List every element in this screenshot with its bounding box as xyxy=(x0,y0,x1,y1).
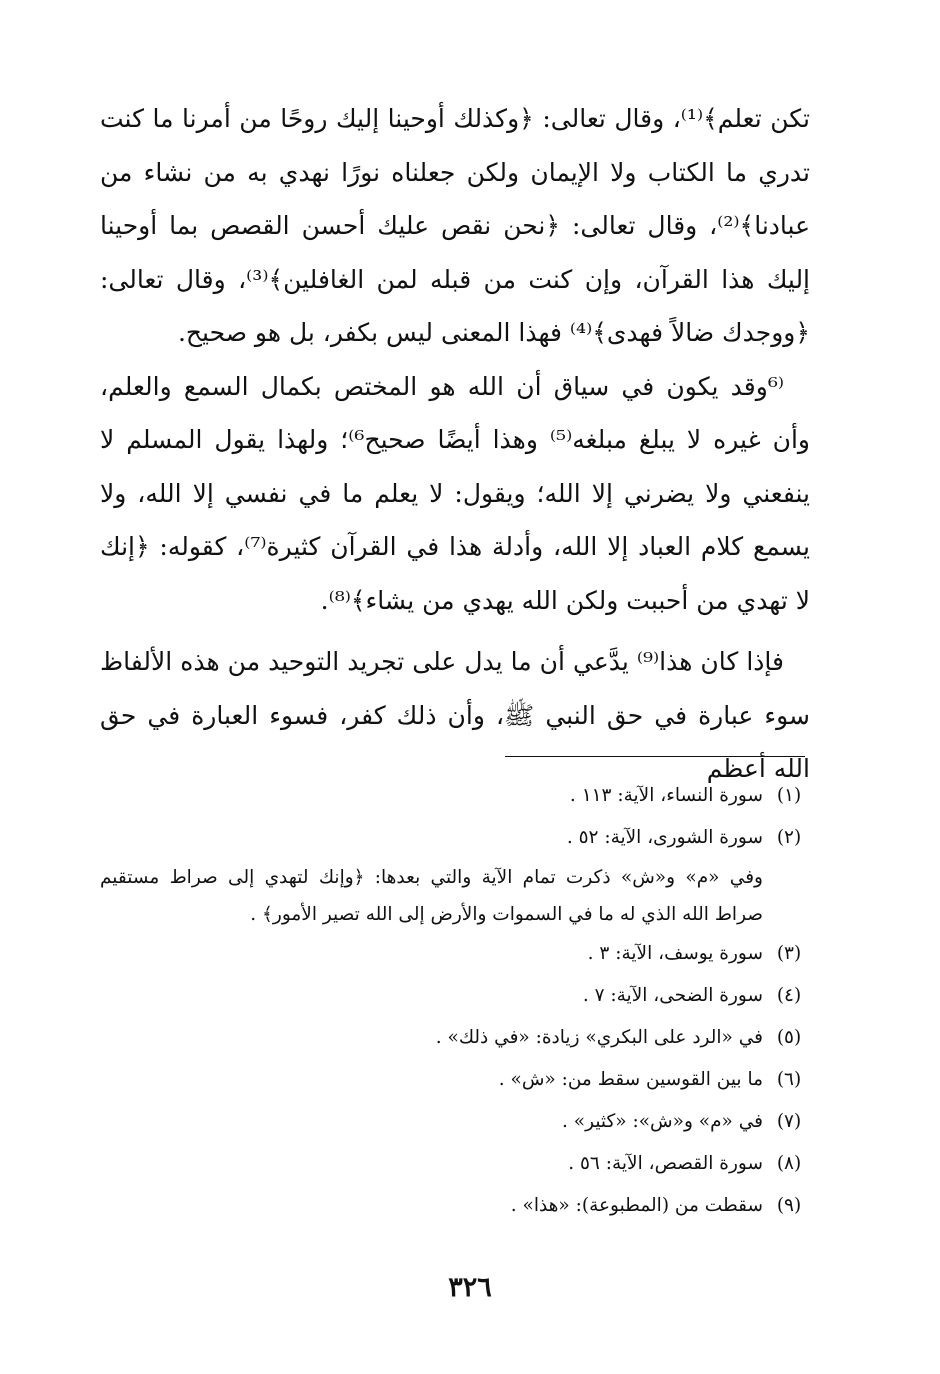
paragraph-3: فإذا كان هذا⁽⁹⁾ يدَّعي أن ما يدل على تجريد التوحيد من هذه الألفاظ سوء عبارة في حق النبي ﷺ، وأن ذلك كفر، فسوء العبارة في حق الله أعظم xyxy=(100,647,810,783)
footnote-2-continuation: وفي «م» و«ش» ذكرت تمام الآية والتي بعدها: ﴿وإنك لتهدي إلى صراط مستقيم صراط الله الذي له ما في السموات والأرض إلى الله تصير الأمور﴾ . xyxy=(100,867,763,925)
footnote-number: (٥) xyxy=(776,1027,802,1048)
footnote-number: (٩) xyxy=(776,1195,802,1216)
footnote-text: سورة القصص، الآية: ٥٦ . xyxy=(568,1153,763,1174)
footnote-4 xyxy=(100,975,815,1017)
footnote-6 xyxy=(100,1059,815,1101)
footnote-8 xyxy=(100,1143,815,1185)
footnote-1 xyxy=(100,775,815,817)
footnote-number: (٧) xyxy=(776,1111,802,1132)
footnote-number: (٨) xyxy=(776,1153,802,1174)
footnote-text: ما بين القوسين سقط من: «ش» . xyxy=(498,1069,763,1090)
footnote-text: سورة يوسف، الآية: ٣ . xyxy=(587,943,763,964)
main-text xyxy=(100,92,810,796)
footnotes xyxy=(100,775,815,1227)
footnote-number: (٣) xyxy=(776,943,802,964)
paragraph-2: ⁽⁶وقد يكون في سياق أن الله هو المختص بكمال السمع والعلم، وأن غيره لا يبلغ مبلغه⁽⁵⁾ وهذا أيضًا صحيح⁶⁾؛ ولهذا يقول المسلم لا ينفعني ولا يضرني إلا الله؛ ويقول: لا يعلم ما في نفسي إلا الله، ولا يسمع كلام العباد إلا الله، وأدلة هذا في القرآن كثيرة⁽⁷⁾، كقوله: ﴿إنك لا تهدي من أحببت ولكن الله يهدي من يشاء﴾⁽⁸⁾. xyxy=(100,371,811,615)
footnote-number: (٢) xyxy=(776,827,802,848)
page-number: ٣٢٦ xyxy=(448,1272,492,1303)
footnote-text: سورة الشورى، الآية: ٥٢ . xyxy=(566,827,763,848)
footnote-divider xyxy=(505,756,805,757)
footnote-text: سقطت من (المطبوعة): «هذا» . xyxy=(510,1195,763,1216)
footnote-3 xyxy=(100,933,815,975)
footnote-number: (١) xyxy=(776,785,802,806)
footnote-text: سورة النساء، الآية: ١١٣ . xyxy=(569,785,763,806)
footnote-text: في «م» و«ش»: «كثير» . xyxy=(562,1111,763,1132)
footnote-number: (٦) xyxy=(776,1069,802,1090)
footnote-text: سورة الضحى، الآية: ٧ . xyxy=(582,985,763,1006)
footnote-number: (٤) xyxy=(776,985,802,1006)
footnote-5 xyxy=(100,1017,815,1059)
footnote-9 xyxy=(100,1185,815,1227)
footnote-7 xyxy=(100,1101,815,1143)
footnote-2 xyxy=(100,817,815,859)
footnote-text: في «الرد على البكري» زيادة: «في ذلك» . xyxy=(435,1027,763,1048)
paragraph-1: تكن تعلم﴾⁽¹⁾، وقال تعالى: ﴿وكذلك أوحينا إليك روحًا من أمرنا ما كنت تدري ما الكتاب ولا الإيمان ولكن جعلناه نورًا نهدي به من نشاء من عبادنا﴾⁽²⁾، وقال تعالى: ﴿نحن نقص عليك أحسن القصص بما أوحينا إليك هذا القرآن، وإن كنت من قبله لمن الغافلين﴾⁽³⁾، وقال تعالى: ﴿ووجدك ضالاً فهدى﴾⁽⁴⁾ فهذا المعنى ليس بكفر، بل هو صحيح. xyxy=(100,104,811,347)
